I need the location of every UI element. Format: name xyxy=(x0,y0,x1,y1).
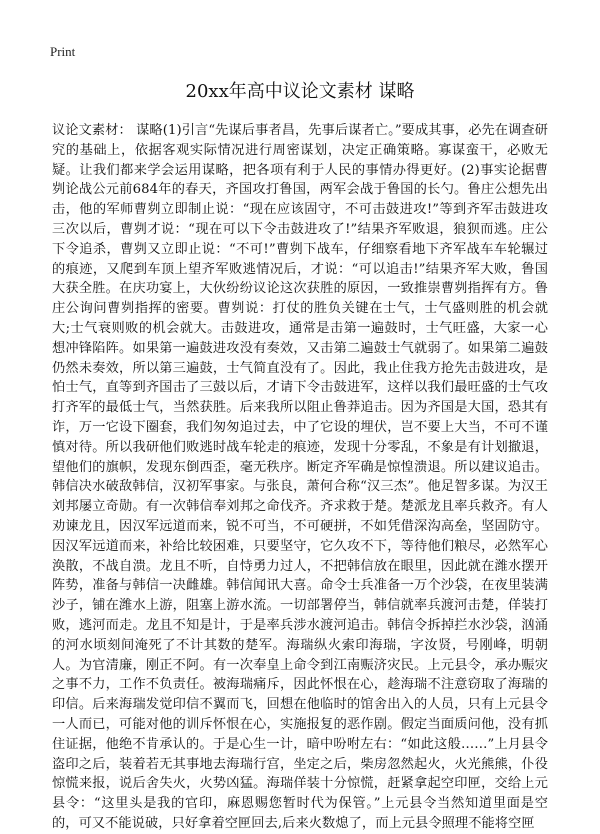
document-title: 20xx年高中议论文素材 谋略 xyxy=(185,81,415,102)
document-body-text: 议论文素材： 谋略(1)引言“先谋后事者昌，先事后谋者亡。”要成其事，必先在调查研究的基础上，依据客观实际情况进行周密谋划，决定正确策略。寡谋蛮干，必败无疑。让我们都来学会运用谋略，把各项有利于人民的事情办得更好。(2)事实论据曹刿论战公元前684年的春天，齐国攻打鲁国，两军会战于鲁国的长勺。鲁庄公想先出击，他的军师曹刿立即制止说：“现在应该固守，不可击鼓进攻!”等到齐军击鼓进攻三次以后，曹刿才说：“现在可以下令击鼓进攻了!”结果齐军败退，狼狈而逃。庄公下令追杀，曹刿又立即止说：“不可!”曹刿下战车，仔细察看地下齐军战车车轮辗过的痕迹，又爬到车顶上望齐军败逃情况后，才说：“可以追击!”结果齐军大败，鲁国大获全胜。在庆功宴上，大伙纷纷议论这次获胜的原因，一致推崇曹刿指挥有方。鲁庄公询问曹刿指挥的密要。曹刿说：打仗的胜负关键在士气，士气盛则胜的机会就大;士气衰则败的机会就大。击鼓进攻，通常是击第一遍鼓时，士气旺盛，大家一心想冲锋陷阵。如果第一遍鼓进攻没有奏效，又击第二遍鼓士气就弱了。如果第二遍鼓仍然未奏效，所以第三遍鼓，士气简直没有了。因此，我止住我方抢先击鼓进攻，是怕士气，直等到齐国击了三鼓以后，才请下令击鼓进军，这样以我们最旺盛的士气攻打齐军的最低士气，当然获胜。后来我所以阻止鲁莽追击。因为齐国是大国，恐其有诈，万一它设下圈套，我们匆匆追过去，中了它设的埋伏，岂不要上大当，不可不谨慎对待。所以我研他们败逃时战车轮走的痕迹，发现十分零乱，不象是有计划撤退，望他们的旗帜，发现东倒西歪，毫无秩序。断定齐军确是惊惶溃退。所以建议追击。韩信决水破敌韩信，汉初军事家。与张良，萧何合称“汉三杰”。他足智多谋。为汉王刘邦屡立奇勋。有一次韩信奉刘邦之命伐齐。齐求救于楚。楚派龙且率兵救齐。有人劝谏龙且，因汉军远道而来，锐不可当，不可硬拼，不如凭借深沟高垒，坚固防守。因汉军远道而来，补给比较困难，只要坚守，它久攻不下，等待他们粮尽，必然军心涣散，不战自溃。龙且不听，自恃勇力过人，不把韩信放在眼里，因此就在潍水摆开阵势，准备与韩信一决雌雄。韩信闻讯大喜。命令士兵准备一万个沙袋，在夜里装满沙子，铺在潍水上游，阻塞上游水流。一切部署停当，韩信就率兵渡河击楚，佯装打败，逃河而走。龙且不知是计，于是率兵涉水渡河追击。韩信令拆掉拦水沙袋，汹涌的河水顷刻间淹死了不计其数的楚军。海瑞纵火索印海瑞，字汝贤，号刚峰，明朝人。为官清廉，刚正不阿。有一次奉皇上命令到江南赈济灾民。上元县令，承办赈灾之事不力，工作不负责任。被海瑞痛斥，因此怀恨在心，趁海瑞不注意窃取了海瑞的印信。后来海瑞发觉印信不翼而飞，回想在他临时的馆舍出入的人员，只有上元县令一人而已，可能对他的训斥怀恨在心，实施报复的恶作剧。假定当面质问他，没有抓住证据，他绝不肯承认的。于是心生一计，暗中吩咐左右：“如此这般……”上月县令盗印之后，装着若无其事地去海瑞行宫，坐定之后，柴房忽然起火，火光熊熊，仆役惊慌来报，说后舍失火，火势凶猛。海瑞佯装十分惊慌，赶紧拿起空印匣，交给上元县令：“这里头是我的官印，麻恩赐您暂时代为保管。”上元县令当然知道里面是空的，可又不能说破，只好拿着空匣回去,后来火数熄了，而上元县令照理不能将空匣 xyxy=(52,123,548,831)
print-label: Print xyxy=(50,44,76,59)
